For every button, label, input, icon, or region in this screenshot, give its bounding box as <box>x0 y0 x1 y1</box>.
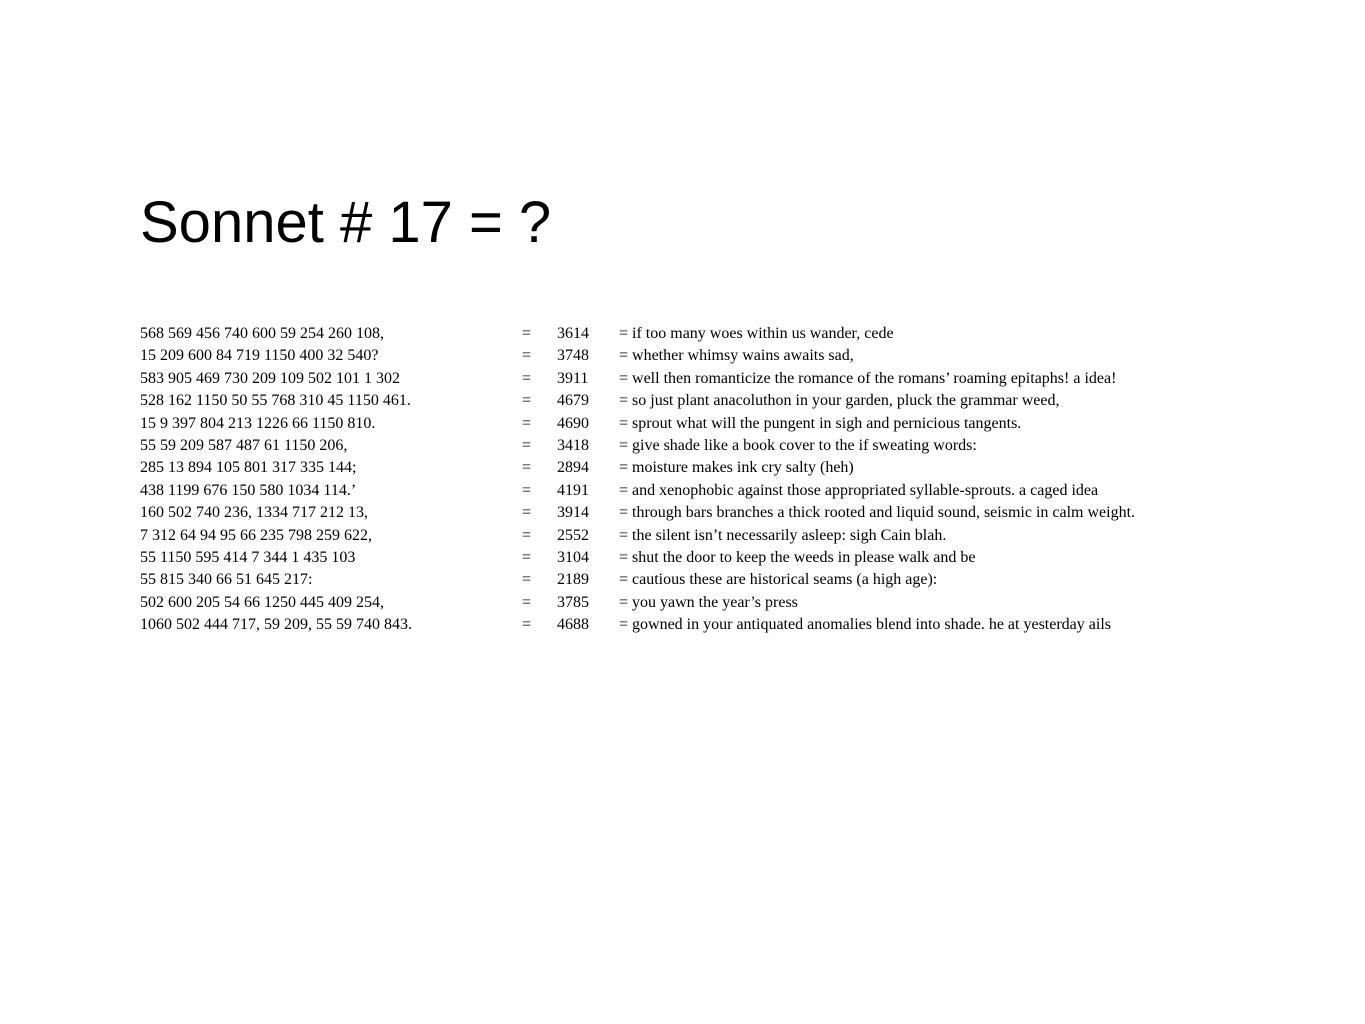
equals-sign: = <box>522 593 532 611</box>
word-codes: 160 502 740 236, 1334 717 212 13, <box>140 504 368 522</box>
word-codes: 15 209 600 84 719 1150 400 32 540? <box>140 347 379 365</box>
equals-sign: = <box>522 616 532 634</box>
line-text: = if too many woes within us wander, cede <box>619 325 894 342</box>
line-text: = well then romanticize the romance of the romans’ roaming epitaphs! a idea! <box>619 369 1117 387</box>
equals-sign: = <box>522 571 532 589</box>
word-codes: 55 1150 595 414 7 344 1 435 103 <box>140 548 356 566</box>
equals-sign: = <box>522 481 532 499</box>
line-sum: 3614 <box>557 325 589 342</box>
equals-sign: = <box>522 369 532 387</box>
line-text: = sprout what will the pungent in sigh and pernicious tangents. <box>619 414 1022 432</box>
line-text: = through bars branches a thick rooted and liquid sound, seismic in calm weight. <box>619 504 1136 522</box>
line-sum: 4191 <box>557 481 589 499</box>
word-codes: 55 59 209 587 487 61 1150 206, <box>140 436 348 454</box>
word-codes: 438 1199 676 150 580 1034 114.’ <box>140 481 357 499</box>
line-text: = cautious these are historical seams (a high age): <box>619 571 938 589</box>
line-sum: 3104 <box>557 548 589 566</box>
word-codes: 583 905 469 730 209 109 502 101 1 302 <box>140 369 400 387</box>
line-sum: 2189 <box>557 571 589 589</box>
line-text: = and xenophobic against those appropriated syllable-sprouts. a caged idea <box>619 481 1099 499</box>
equals-sign: = <box>522 459 532 477</box>
equals-sign: = <box>522 392 532 410</box>
line-sum: 2894 <box>557 459 589 477</box>
line-sum: 3911 <box>557 369 589 387</box>
word-codes: 55 815 340 66 51 645 217: <box>140 571 313 589</box>
line-text: = you yawn the year’s press <box>619 593 798 611</box>
line-sum: 4688 <box>557 616 589 634</box>
word-codes: 502 600 205 54 66 1250 445 409 254, <box>140 593 384 611</box>
word-codes: 7 312 64 94 95 66 235 798 259 622, <box>140 526 372 544</box>
word-codes: 1060 502 444 717, 59 209, 55 59 740 843. <box>140 616 412 634</box>
equals-sign: = <box>522 347 532 365</box>
slide-title: Sonnet # 17 = ? <box>140 190 552 255</box>
equals-sign: = <box>522 548 532 566</box>
line-sum: 4679 <box>557 392 589 410</box>
equals-sign: = <box>522 414 532 432</box>
line-sum: 3785 <box>557 593 589 611</box>
word-codes: 568 569 456 740 600 59 254 260 108, <box>140 325 384 342</box>
line-text: = give shade like a book cover to the if sweating words: <box>619 436 977 454</box>
line-sum: 3418 <box>557 436 589 454</box>
line-sum: 3748 <box>557 347 589 365</box>
line-sum: 3914 <box>557 504 589 522</box>
equals-sign: = <box>522 436 532 454</box>
line-text: = the silent isn’t necessarily asleep: sigh Cain blah. <box>619 526 947 544</box>
line-sum: 2552 <box>557 526 589 544</box>
line-text: = shut the door to keep the weeds in please walk and be <box>619 548 976 566</box>
equals-sign: = <box>522 504 532 522</box>
line-sum: 4690 <box>557 414 589 432</box>
word-codes: 528 162 1150 50 55 768 310 45 1150 461. <box>140 392 411 410</box>
word-codes: 285 13 894 105 801 317 335 144; <box>140 459 357 477</box>
line-text: = moisture makes ink cry salty (heh) <box>619 459 854 477</box>
line-text: = so just plant anacoluthon in your garden, pluck the grammar weed, <box>619 392 1060 410</box>
line-text: = whether whimsy wains awaits sad, <box>619 347 854 365</box>
equals-sign: = <box>522 325 532 342</box>
equals-sign: = <box>522 526 532 544</box>
word-codes: 15 9 397 804 213 1226 66 1150 810. <box>140 414 376 432</box>
line-text: = gowned in your antiquated anomalies blend into shade. he at yesterday ails <box>619 616 1111 634</box>
